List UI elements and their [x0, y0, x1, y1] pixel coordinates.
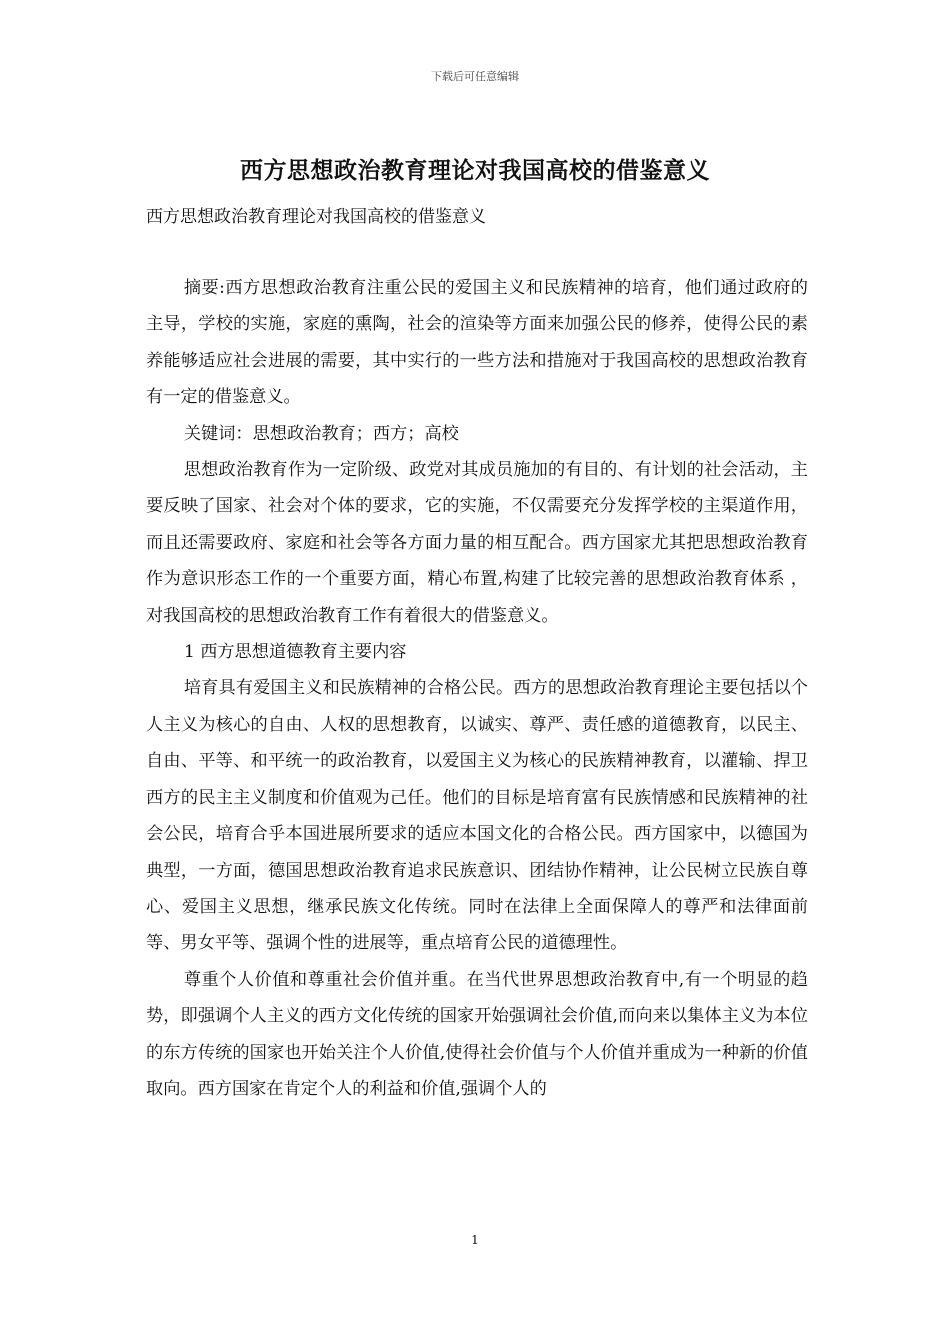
section-heading: 1 西方思想道德教育主要内容 [183, 642, 407, 663]
intro-paragraph: 思想政治教育作为一定阶级、政党对其成员施加的有目的、有计划的社会活动，主要反映了国家、社会对个体的要求，它的实施，不仅需要充分发挥学校的主渠道作用，而且还需要政府、家庭和社会等各方面力量的相互配合。西方国家尤其把思想政治教育作为意识形态工作的一个重要方面，精心布置,构建了比较完善的思想政治教育体系 ，对我国高校的思想政治教育工作有着很大的借鉴意义。 [146, 460, 808, 626]
keywords-paragraph: 关键词：思想政治教育；西方；高校 [183, 423, 459, 444]
abstract-paragraph: 摘要:西方思想政治教育注重公民的爱国主义和民族精神的培育，他们通过政府的主导，学校的实施，家庭的熏陶，社会的渲染等方面来加强公民的修养，使得公民的素养能够适应社会进展的需要，其中实行的一些方法和措施对于我国高校的思想政治教育有一定的借鉴意义。 [146, 278, 808, 408]
body-paragraph: 培育具有爱国主义和民族精神的合格公民。西方的思想政治教育理论主要包括以个人主义为核心的自由、人权的思想教育，以诚实、尊严、责任感的道德教育，以民主、自由、平等、和平统一的政治教育，以爱国主义为核心的民族精神教育，以灌输、捍卫西方的民主主义制度和价值观为己任。他们的目标是培育富有民族情感和民族精神的社会公民，培育合乎本国进展所要求的适应本国文化的合格公民。西方国家中，以德国为典型，一方面，德国思想政治教育追求民族意识、团结协作精神，让公民树立民族自尊心、爱国主义思想，继承民族文化传统。同时在法律上全面保障人的尊严和法律面前等、男女平等、强调个性的进展等，重点培育公民的道德理性。 [146, 678, 808, 954]
body-paragraph: 尊重个人价值和尊重社会价值并重。在当代世界思想政治教育中,有一个明显的趋势，即强调个人主义的西方文化传统的国家开始强调社会价值,而向来以集体主义为本位的东方传统的国家也开始关注个人价值,使得社会价值与个人价值并重成为一种新的价值取向。西方国家在肯定个人的利益和价值,强调个人的 [146, 969, 808, 1099]
header-note: 下载后可任意编辑 [431, 70, 519, 83]
document-body [146, 270, 808, 1107]
page-number: 1 [471, 1233, 479, 1247]
document-title: 西方思想政治教育理论对我国高校的借鉴意义 [240, 157, 710, 184]
document-subtitle: 西方思想政治教育理论对我国高校的借鉴意义 [146, 207, 486, 227]
